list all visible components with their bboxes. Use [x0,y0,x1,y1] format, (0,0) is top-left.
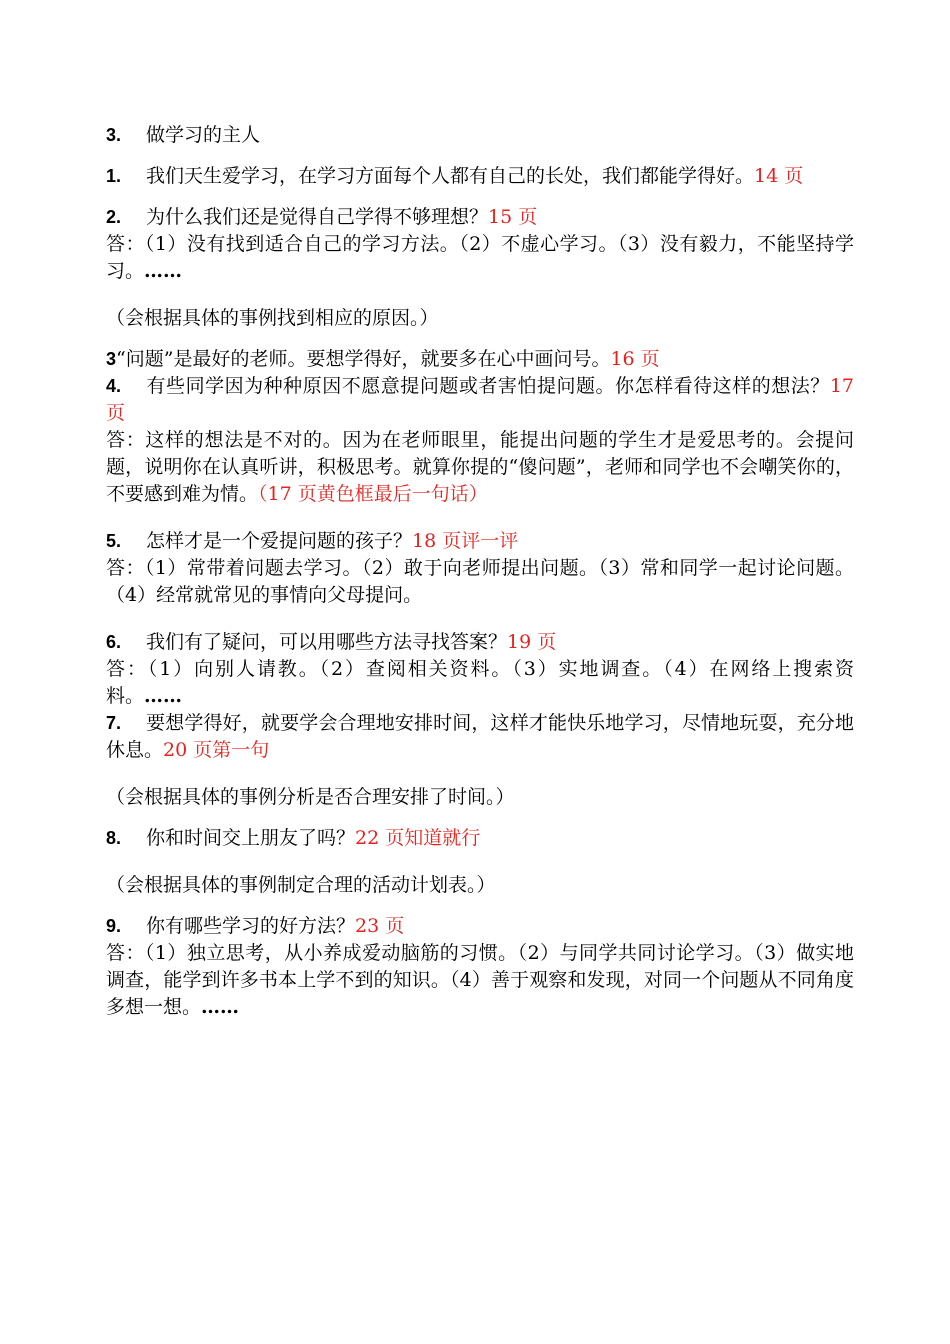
note-text [106,872,854,899]
question-item [106,629,854,656]
section-title [106,122,854,149]
question-item [106,373,854,427]
item-number: 9. [106,916,122,936]
note-content: （会根据具体的事例分析是否合理安排了时间。） [106,786,515,808]
page-reference: 15 页 [488,206,538,228]
answer-text: 答：（1）独立思考，从小养成爱动脑筋的习惯。（2）与同学共同讨论学习。（3）做实地调查，能学到许多书本上学不到的知识。（4）善于观察和发现，对同一个问题从不同角度多想一想。 [106,942,854,1018]
page-reference: （17 页黄色框最后一句话） [258,483,488,505]
note-text [106,305,854,332]
item-number: 8. [106,828,122,848]
page-reference: 22 页知道就行 [355,827,481,849]
page-reference: 23 页 [355,915,405,937]
page-reference: 17 页 [106,375,854,424]
item-text: 怎样才是一个爱提问题的孩子？ [146,530,413,552]
page-reference: 19 页 [507,631,557,653]
item-number: 1. [106,166,122,186]
page-reference: 14 页 [754,165,804,187]
document-page [106,122,854,1021]
page-reference: 20 页第一句 [163,739,270,761]
question-item [106,346,854,373]
answer-paragraph [106,656,854,710]
question-item [106,528,854,555]
answer-paragraph [106,231,854,285]
note-content: （会根据具体的事例制定合理的活动计划表。） [106,874,496,896]
page-reference: 16 页 [610,348,660,370]
question-item [106,710,854,764]
answer-text: 答：（1）常带着问题去学习。（2）敢于向老师提出问题。（3）常和同学一起讨论问题。（4）经常就常见的事情向父母提问。 [106,557,854,606]
item-text: 做学习的主人 [146,124,261,146]
note-content: （会根据具体的事例找到相应的原因。） [106,307,439,329]
item-number: 3. [106,125,122,145]
item-number: 4. [106,376,122,396]
item-number: 2. [106,207,122,227]
ellipsis: …… [144,685,183,707]
item-text: 要想学得好，就要学会合理地安排时间，这样才能快乐地学习，尽情地玩耍，充分地休息。 [106,712,854,761]
item-text: 我们天生爱学习，在学习方面每个人都有自己的长处，我们都能学得好。 [146,165,755,187]
question-item [106,163,854,190]
item-text: 为什么我们还是觉得自己学得不够理想？ [146,206,489,228]
item-text: 有些同学因为种种原因不愿意提问题或者害怕提问题。你怎样看待这样的想法？ [146,375,830,397]
item-number: 3 [106,349,117,369]
answer-text: 答：（1）没有找到适合自己的学习方法。（2）不虚心学习。（3）没有毅力，不能坚持学习。 [106,233,854,282]
item-text: 我们有了疑问，可以用哪些方法寻找答案？ [146,631,508,653]
page-reference: 18 页评一评 [412,530,519,552]
question-item [106,825,854,852]
answer-text: 答：这样的想法是不对的。因为在老师眼里，能提出问题的学生才是爱思考的。会提问题，说明你在认真听讲，积极思考。就算你提的“傻问题”，老师和同学也不会嘲笑你的，不要感到难为情。 [106,429,854,505]
item-number: 6. [106,632,122,652]
item-text: 你和时间交上朋友了吗？ [146,827,356,849]
answer-paragraph [106,940,854,1021]
answer-text: 答：（1）向别人请教。（2）查阅相关资料。（3）实地调查。（4）在网络上搜索资料。 [106,658,854,707]
note-text [106,784,854,811]
answer-paragraph [106,427,854,508]
answer-paragraph [106,555,854,609]
item-number: 7. [106,713,122,733]
item-text: “问题”是最好的老师。要想学得好，就要多在心中画问号。 [116,348,611,370]
ellipsis: …… [201,996,240,1018]
question-item [106,204,854,231]
item-text: 你有哪些学习的好方法？ [146,915,356,937]
ellipsis: …… [144,260,183,282]
item-number: 5. [106,531,122,551]
question-item [106,913,854,940]
